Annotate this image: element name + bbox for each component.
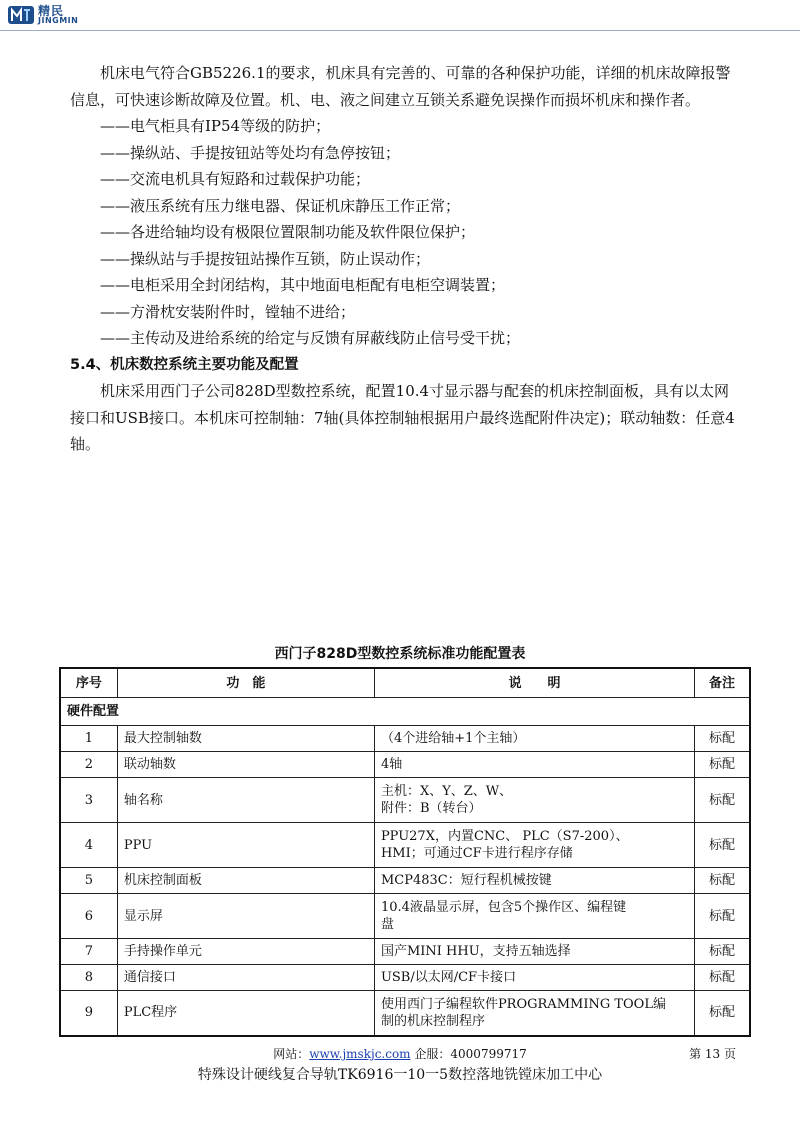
row-no: 6 bbox=[60, 894, 117, 939]
table-row bbox=[60, 965, 750, 991]
company-logo bbox=[8, 2, 78, 28]
table-row bbox=[60, 778, 750, 823]
document-body bbox=[70, 60, 742, 458]
footer-contact bbox=[0, 1045, 800, 1062]
header-note: 备注 bbox=[695, 668, 750, 698]
logo-en: JINGMIN bbox=[38, 16, 79, 25]
row-note: 标配 bbox=[695, 939, 750, 965]
page-number: 第 13 页 bbox=[689, 1047, 736, 1061]
intro-paragraph: 机床电气符合GB5226.1的要求，机床具有完善的、可靠的各种保护功能，详细的机床故障报警信息，可快速诊断故障及位置。机、电、液之间建立互锁关系避免误操作而损坏机床和操作者。 bbox=[70, 64, 731, 109]
row-no: 3 bbox=[60, 778, 117, 823]
header-no: 序号 bbox=[60, 668, 117, 698]
row-function: 手持操作单元 bbox=[117, 939, 374, 965]
protection-item: ——主传动及进给系统的给定与反馈有屏蔽线防止信号受干扰； bbox=[100, 329, 521, 347]
row-desc: 国产MINI HHU，支持五轴选择 bbox=[374, 939, 694, 965]
row-desc: MCP483C：短行程机械按键 bbox=[374, 868, 694, 894]
row-function: 机床控制面板 bbox=[117, 868, 374, 894]
group-row bbox=[60, 698, 750, 726]
row-no: 8 bbox=[60, 965, 117, 991]
row-desc-cell bbox=[374, 823, 694, 868]
row-note: 标配 bbox=[695, 965, 750, 991]
row-no: 7 bbox=[60, 939, 117, 965]
protection-item: ——方滑枕安装附件时，镗轴不进给； bbox=[100, 302, 356, 321]
row-desc: （4个进给轴+1个主轴） bbox=[374, 726, 694, 752]
header-desc: 说 明 bbox=[374, 668, 694, 698]
row-function: 最大控制轴数 bbox=[117, 726, 374, 752]
row-desc-cell bbox=[374, 991, 694, 1036]
row-note: 标配 bbox=[695, 991, 750, 1036]
row-desc-cell bbox=[374, 894, 694, 939]
protection-item: ——液压系统有压力继电器、保证机床静压工作正常； bbox=[100, 196, 461, 215]
protection-item: ——交流电机具有短路和过载保护功能； bbox=[100, 170, 371, 188]
row-function: PPU bbox=[117, 823, 374, 868]
row-no: 5 bbox=[60, 868, 117, 894]
protection-item: ——电气柜具有IP54等级的防护； bbox=[100, 117, 331, 135]
table-row bbox=[60, 991, 750, 1036]
row-desc-line2: HMI；可通过CF卡进行程序存储 bbox=[380, 846, 573, 861]
row-note: 标配 bbox=[695, 726, 750, 752]
header-function: 功 能 bbox=[117, 668, 374, 698]
web-label: 网站： bbox=[273, 1047, 310, 1061]
row-note: 标配 bbox=[695, 778, 750, 823]
table-row bbox=[60, 894, 750, 939]
protection-item: ——电柜采用全封闭结构，其中地面电柜配有电柜空调装置； bbox=[100, 276, 506, 294]
table-row bbox=[60, 939, 750, 965]
section-heading: 5.4、机床数控系统主要功能及配置 bbox=[70, 356, 299, 373]
service-label: 企服： bbox=[414, 1047, 451, 1061]
protection-item: ——操纵站、手提按钮站等处均有急停按钮； bbox=[100, 143, 401, 162]
row-desc: 4轴 bbox=[374, 752, 694, 778]
row-desc: 10.4液晶显示屏，包含5个操作区、编程键 bbox=[380, 900, 627, 915]
row-desc: USB/以太网/CF卡接口 bbox=[374, 965, 694, 991]
row-desc: 使用西门子编程软件PROGRAMMING TOOL编 bbox=[380, 996, 666, 1012]
protection-item: ——操纵站与手提按钮站操作互锁，防止误动作； bbox=[100, 249, 431, 268]
header-divider bbox=[0, 30, 800, 31]
row-no: 9 bbox=[60, 991, 117, 1036]
logo-cn: 精民 bbox=[38, 4, 65, 18]
row-no: 1 bbox=[60, 726, 117, 752]
row-no: 2 bbox=[60, 752, 117, 778]
row-note: 标配 bbox=[695, 823, 750, 868]
row-desc-line2: 制的机床控制程序 bbox=[380, 1013, 485, 1029]
row-function: 联动轴数 bbox=[117, 752, 374, 778]
table-row bbox=[60, 868, 750, 894]
table-title: 西门子828D型数控系统标准功能配置表 bbox=[274, 646, 526, 662]
protection-item: ——各进给轴均设有极限位置限制功能及软件限位保护； bbox=[100, 223, 476, 241]
footer-doc-title: 特殊设计硬线复合导轨TK6916一10一5数控落地铣镗床加工中心 bbox=[197, 1067, 603, 1083]
row-function: 显示屏 bbox=[117, 894, 374, 939]
row-desc: 主机：X、Y、Z、W、 bbox=[380, 784, 513, 799]
section-paragraph: 机床采用西门子公司828D型数控系统，配置10.4寸显示器与配套的机床控制面板，具有以太网接口和USB接口。本机床可控制轴：7轴(具体控制轴根据用户最终选配附件决定)；联动轴数：任意4轴。 bbox=[70, 382, 735, 453]
table-header-row bbox=[60, 668, 750, 698]
table-row bbox=[60, 823, 750, 868]
row-desc-cell bbox=[374, 778, 694, 823]
row-no: 4 bbox=[60, 823, 117, 868]
table-row bbox=[60, 752, 750, 778]
row-desc: PPU27X，内置CNC、 PLC（S7-200）、 bbox=[380, 829, 629, 844]
row-function: 轴名称 bbox=[117, 778, 374, 823]
row-note: 标配 bbox=[695, 894, 750, 939]
service-number: 4000799717 bbox=[450, 1047, 527, 1061]
row-desc-line2: 附件：B（转台） bbox=[380, 801, 482, 816]
group-label: 硬件配置 bbox=[60, 698, 750, 726]
table-row bbox=[60, 726, 750, 752]
row-note: 标配 bbox=[695, 752, 750, 778]
row-function: 通信接口 bbox=[117, 965, 374, 991]
row-function: PLC程序 bbox=[117, 991, 374, 1036]
row-desc-line2: 盘 bbox=[380, 917, 394, 932]
logo-text bbox=[38, 5, 78, 25]
config-table bbox=[59, 667, 751, 1037]
website-link[interactable]: www.jmskjc.com bbox=[309, 1047, 411, 1061]
row-note: 标配 bbox=[695, 868, 750, 894]
jingmin-logo-icon bbox=[8, 4, 34, 26]
